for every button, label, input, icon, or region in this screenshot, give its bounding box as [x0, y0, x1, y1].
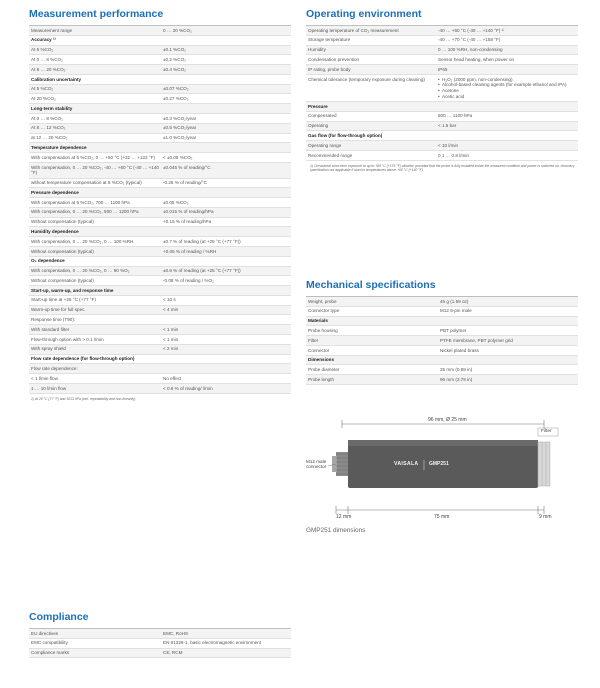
connector-label-line1: M12 male — [306, 459, 327, 464]
section-header-row — [29, 104, 291, 114]
spec-label: Condensation prevention — [308, 56, 360, 62]
spec-label: Chemical tolerance (temporary exposure during cleaning) — [308, 76, 425, 82]
measurement-footnote: 1) At 25 °C (77 °F) and 1013 hPa (incl. repeatability and non-linearity) — [31, 396, 136, 401]
spec-value: No effect — [163, 375, 182, 381]
spec-row — [29, 124, 291, 134]
spec-value — [163, 106, 291, 112]
spec-value: ±0.07 %CO₂ — [163, 86, 189, 92]
spec-value: PTFE membrane, PBT polymer grid — [440, 337, 513, 343]
spec-value: -0.25 % of reading/°C — [163, 180, 207, 186]
spec-row — [306, 112, 578, 122]
spec-label: At 0 … 8 %CO₂ — [31, 115, 63, 121]
compliance-table — [29, 628, 291, 658]
spec-value: ±0.1 %CO₂ — [163, 47, 186, 53]
spec-value: 0.1 … 0.8 l/min — [438, 152, 469, 158]
spec-label: With compensation at 5 %CO₂, 700 … 1100 hPa — [31, 199, 130, 205]
spec-label: Start-up time at +25 °C (+77 °F) — [31, 297, 96, 303]
spec-label: At 8 … 12 %CO₂ — [31, 125, 66, 131]
spec-label: Compliance marks — [31, 650, 70, 656]
spec-value: ±0.5 %CO₂/year — [163, 125, 197, 131]
spec-label: Probe diameter — [308, 367, 340, 373]
spec-label: Operating temperature of CO₂ measurement — [308, 27, 399, 33]
spec-row — [306, 65, 578, 75]
spec-label: Without compensation (typical) — [31, 248, 94, 254]
spec-label: Connector type — [308, 308, 340, 314]
spec-row — [29, 65, 291, 75]
spec-value — [163, 317, 291, 323]
spec-value: ±0.045 % of reading/°C — [163, 164, 211, 170]
measurement-table — [29, 25, 291, 394]
brand-logo: VAISALA — [394, 461, 419, 467]
spec-label: Operating range — [308, 142, 342, 148]
spec-label: With compensation at 5 %CO₂, 0 … +50 °C (+32 … +122 °F) — [31, 154, 156, 160]
section-header-row — [306, 102, 578, 112]
spec-label: Long-term stability — [31, 105, 73, 111]
operating-section — [306, 8, 578, 173]
spec-value: < 1 min — [163, 326, 179, 332]
spec-row — [29, 94, 291, 104]
spec-row — [29, 153, 291, 163]
section-header-row — [29, 257, 291, 267]
spec-label: At 5 %CO₂ — [31, 47, 54, 53]
spec-row — [29, 649, 291, 659]
spec-row — [29, 306, 291, 316]
spec-label: Flow rate dependence: — [31, 365, 78, 371]
spec-label: Warm-up time for full spec. — [31, 307, 86, 313]
spec-row — [306, 375, 578, 385]
spec-label: At 5 %CO₂ — [31, 86, 54, 92]
spec-value: ±0.6 % of reading (at +25 °C (+77 °F)) — [163, 268, 241, 274]
spec-label: EMC compatibility — [31, 640, 68, 646]
spec-value: ±0.4 %CO₂ — [163, 66, 186, 72]
spec-row — [306, 346, 578, 356]
spec-row — [306, 122, 578, 132]
spec-value: -0.08 % of reading / %O₂ — [163, 277, 214, 283]
spec-value: < 4 min — [163, 307, 179, 313]
spec-value — [163, 356, 291, 362]
spec-row — [29, 639, 291, 649]
spec-row — [29, 208, 291, 218]
section-header-row — [29, 188, 291, 198]
spec-value: Nickel plated brass — [440, 347, 479, 353]
spec-label: With spray shield — [31, 346, 66, 352]
spec-value — [438, 104, 578, 110]
spec-value — [163, 37, 291, 43]
spec-value — [163, 258, 291, 264]
spec-label: Accuracy ¹⁾ — [31, 37, 56, 43]
spec-row — [29, 218, 291, 228]
spec-label: Weight, probe — [308, 298, 337, 304]
spec-value: 45 g (1.59 oz) — [440, 298, 469, 304]
spec-value: CE, RCM — [163, 650, 183, 656]
spec-label: Start-up, warm-up, and response time — [31, 287, 114, 293]
spec-label: Filter — [308, 337, 319, 343]
operating-title: Operating environment — [306, 8, 422, 20]
spec-value — [163, 229, 291, 235]
spec-label: Operating — [308, 123, 329, 129]
filter-label: Filter — [541, 429, 552, 434]
spec-value: < ±0.05 %CO₂ — [163, 154, 193, 160]
spec-row — [306, 307, 578, 317]
spec-label: O₂ dependence — [31, 258, 65, 264]
spec-label: EU directives — [31, 630, 59, 636]
dimension-drawing — [306, 414, 578, 532]
spec-row — [29, 114, 291, 124]
spec-label: Without compensation (typical) — [31, 219, 94, 225]
spec-row — [29, 247, 291, 257]
spec-value: ±0.2 %CO₂ — [163, 56, 186, 62]
bullet-item: • Alcohol-based cleaning agents (for example ethanol and IPA) — [438, 82, 578, 88]
spec-label: Response time (T90): — [31, 317, 76, 323]
spec-label: At 8 … 20 %CO₂ — [31, 66, 66, 72]
spec-label: IP rating, probe body — [308, 66, 351, 72]
spec-label: Measurement range — [31, 27, 73, 33]
spec-value — [163, 190, 291, 196]
spec-label: < 1 l/min flow — [31, 375, 58, 381]
spec-value: -40 … +70 °C (-40 … +158 °F) — [438, 37, 501, 43]
compliance-title: Compliance — [29, 611, 89, 623]
spec-value: 0 … 100 %RH, non-condensing — [438, 47, 503, 53]
spec-value — [438, 77, 578, 100]
section-header-row — [29, 36, 291, 46]
spec-label: without temperature compensation at 5 %CO₂ (typical) — [31, 180, 142, 186]
spec-label: Flow-through option with > 0.1 l/min — [31, 336, 104, 342]
bullet-item: • H₂O₂ (2000 ppm, non-condensing) — [438, 77, 578, 83]
measurement-section — [29, 8, 291, 401]
spec-row — [29, 325, 291, 335]
spec-row — [306, 55, 578, 65]
spec-row — [29, 276, 291, 286]
spec-row — [306, 46, 578, 56]
section-header-row — [29, 75, 291, 85]
spec-label: Connector — [308, 347, 330, 353]
spec-label: Compensated — [308, 113, 337, 119]
spec-label: Humidity — [308, 47, 326, 53]
spec-value: +0.05 % of reading / %RH — [163, 248, 217, 254]
spec-row — [29, 629, 291, 639]
spec-value: ±0.7 % of reading (at +25 °C (+77 °F)) — [163, 238, 241, 244]
spec-row — [29, 46, 291, 56]
operating-footnote: 1) Occasional short-term exposure to up to +80 °C (+176 °F) allowed, provided that the probe is fully installed inside the measured condition and power is switched on. Accuracy specification not applicable if used in temperatures above +60 °C (+140 °F). — [310, 163, 575, 173]
spec-value: Sensor head heating, when power on — [438, 56, 515, 62]
section-header-row — [306, 317, 578, 327]
section-header-row — [29, 286, 291, 296]
spec-value: PBT polymer — [440, 327, 467, 333]
mechanical-title: Mechanical specifications — [306, 279, 436, 291]
spec-value — [438, 133, 578, 139]
spec-row — [29, 198, 291, 208]
spec-label: Without compensation (typical) — [31, 277, 94, 283]
spec-row — [29, 374, 291, 384]
spec-label: Dimensions — [308, 357, 335, 363]
spec-value: ±0.27 %CO₂ — [163, 96, 189, 102]
spec-value: 0 … 20 %CO₂ — [163, 27, 192, 33]
spec-label: With compensation, 0 … 20 %CO₂, 500 … 1200 hPa — [31, 209, 139, 215]
spec-value: 25 mm (0.98 in) — [440, 367, 473, 373]
spec-value — [440, 318, 578, 324]
spec-row — [306, 26, 578, 36]
spec-label: Probe length — [308, 376, 335, 382]
spec-value: < 10 l/min — [438, 142, 459, 148]
spec-value: ±0.3 %CO₂/year — [163, 115, 197, 121]
spec-row — [306, 151, 578, 161]
spec-row — [29, 267, 291, 277]
spec-label: Flow rate dependence (for flow-through option) — [31, 356, 135, 362]
section-header-row — [29, 227, 291, 237]
spec-row — [29, 55, 291, 65]
spec-row — [29, 163, 291, 179]
spec-label: With compensation, 0 … 20 %CO₂, 0 … 100 %RH — [31, 238, 134, 244]
spec-row — [29, 384, 291, 394]
measurement-title: Measurement performance — [29, 8, 164, 20]
spec-value — [163, 77, 291, 83]
spec-label: Humidity dependence — [31, 229, 79, 235]
spec-label: Temperature dependence — [31, 144, 87, 150]
spec-value: ±0.05 %CO₂ — [163, 199, 189, 205]
spec-value — [163, 288, 291, 294]
section-header-row — [29, 355, 291, 365]
spec-row — [29, 335, 291, 345]
spec-label: With compensation, 0 … 20 %CO₂, -40 … +60 °C (-40 … +140 °F) — [31, 164, 159, 176]
spec-value — [440, 357, 578, 363]
spec-value: EMC, RoHS — [163, 630, 189, 636]
spec-row — [306, 75, 578, 102]
spec-label: Calibration uncertainty — [31, 76, 82, 82]
connector-label — [306, 459, 326, 469]
spec-value: ±0.015 % of reading/hPa — [163, 209, 214, 215]
spec-label: 1 … 10 l/min flow — [31, 385, 67, 391]
bullet-item: • Acetic acid — [438, 94, 578, 100]
spec-label: Pressure dependence — [31, 189, 79, 195]
spec-value: -40 … +60 °C (-40 … +140 °F) ¹⁾ — [438, 27, 505, 33]
spec-row — [29, 345, 291, 355]
spec-value: < 1 min — [163, 336, 179, 342]
spec-value — [163, 145, 291, 151]
spec-value: < 2 min — [163, 346, 179, 352]
spec-row — [306, 365, 578, 375]
spec-value — [163, 366, 291, 372]
spec-row — [29, 364, 291, 374]
spec-row — [306, 336, 578, 346]
spec-row — [306, 326, 578, 336]
spec-label: Storage temperature — [308, 37, 351, 43]
spec-value: < 10 s — [163, 297, 176, 303]
spec-value: M12 5-pin male — [440, 308, 472, 314]
section-header-row — [306, 131, 578, 141]
mechanical-section — [306, 279, 578, 385]
bullet-item: • Acetone — [438, 88, 578, 94]
spec-row — [306, 297, 578, 307]
spec-row — [29, 85, 291, 95]
mechanical-table — [306, 296, 578, 385]
spec-value: < 0.6 % of reading/ l/min — [163, 385, 213, 391]
spec-label: Materials — [308, 318, 328, 324]
spec-label: With standard filter — [31, 326, 70, 332]
spec-row — [29, 237, 291, 247]
compliance-section — [29, 611, 291, 658]
spec-label: Probe housing — [308, 327, 338, 333]
spec-label: With compensation, 0 … 20 %CO₂, 0 … 90 %O₂ — [31, 268, 130, 274]
spec-label: Recommended range — [308, 152, 353, 158]
spec-label: Pressure — [308, 103, 328, 109]
spec-row — [29, 315, 291, 325]
spec-row — [29, 179, 291, 189]
dim-right-label: 9 mm — [539, 514, 552, 520]
spec-label: At 0 … 8 %CO₂ — [31, 56, 63, 62]
connector-label-line2: connector — [306, 464, 327, 469]
dim-overall-label: 96 mm, Ø 25 mm — [428, 417, 467, 423]
spec-value: 500 … 1100 hPa — [438, 113, 473, 119]
spec-row — [306, 36, 578, 46]
spec-value: EN 61326-1, basic electromagnetic environment — [163, 640, 262, 646]
spec-label: Gas flow (for flow-through option) — [308, 133, 383, 139]
dim-mid-label: 75 mm — [434, 514, 450, 520]
spec-label: At 20 %CO₂ — [31, 96, 56, 102]
section-header-row — [306, 356, 578, 366]
section-header-row — [29, 143, 291, 153]
diagram-caption: GMP251 dimensions — [306, 527, 366, 534]
spec-label: at 12 … 20 %CO₂ — [31, 135, 68, 141]
operating-table — [306, 25, 578, 161]
spec-row — [29, 296, 291, 306]
spec-value: 96 mm (3.78 in) — [440, 376, 473, 382]
spec-row — [29, 134, 291, 144]
spec-row — [29, 26, 291, 36]
dim-left-label: 12 mm — [336, 514, 352, 520]
spec-value: < 1.5 bar — [438, 123, 457, 129]
spec-value: IP65 — [438, 66, 448, 72]
model-label: GMP251 — [429, 461, 449, 467]
spec-value: +0.15 % of reading/hPa — [163, 219, 212, 225]
spec-value: ±1.0 %CO₂/year — [163, 135, 197, 141]
spec-row — [306, 141, 578, 151]
